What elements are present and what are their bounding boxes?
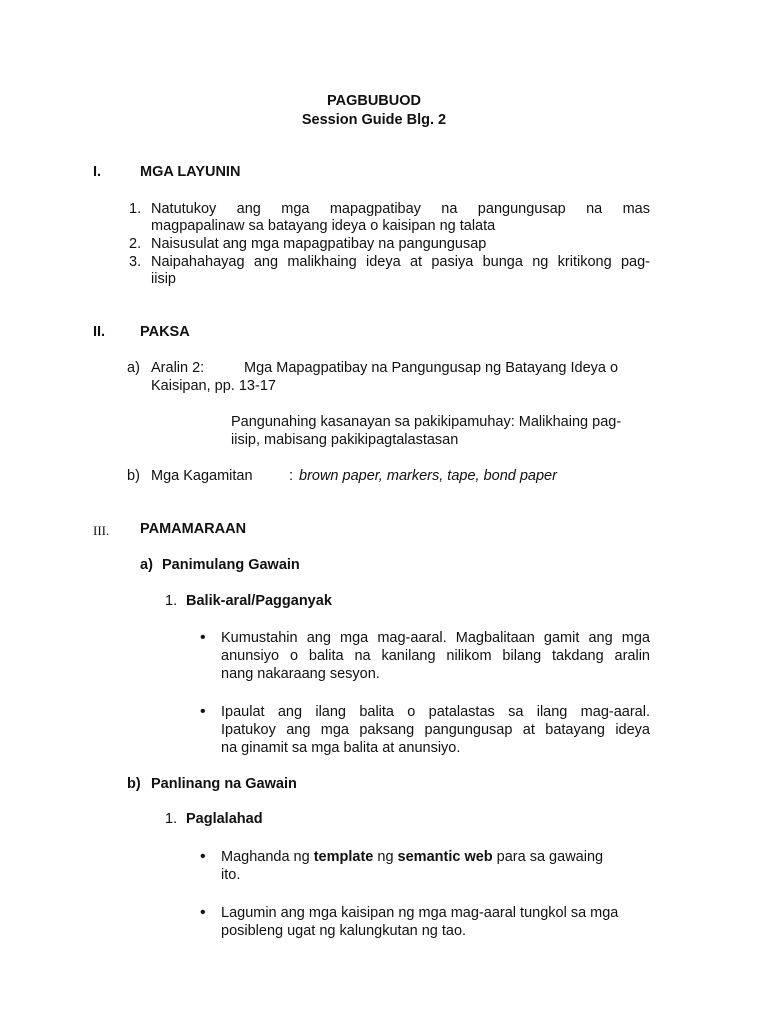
section-heading: PAKSA xyxy=(140,324,190,340)
subsection-label: b) xyxy=(127,776,141,792)
list-item-text: Naipahahayag ang malikhaing ideya at pasiya bunga ng kritikong pag- xyxy=(151,254,650,270)
bullet-icon: • xyxy=(200,703,206,720)
list-number: 1. xyxy=(129,201,142,217)
bullet-text: anunsiyo o balita na kanilang nilikom bilang takdang aralin xyxy=(221,648,650,664)
life-skill-text: iisip, mabisang pakikipagtalastasan xyxy=(231,432,459,448)
list-number: 2. xyxy=(129,236,142,252)
materials-label: Mga Kagamitan xyxy=(151,468,253,484)
item-label: b) xyxy=(127,468,140,484)
section-numeral: II. xyxy=(93,324,106,340)
subsection-heading: Panlinang na Gawain xyxy=(151,776,297,792)
step-number: 1. xyxy=(165,593,178,609)
bullet-text: Kumustahin ang mga mag-aaral. Magbalitaan gamit ang mga xyxy=(221,630,650,646)
subsection-label: a) xyxy=(140,557,153,573)
bullet-text: na ginamit sa mga balita at anunsiyo. xyxy=(221,740,461,756)
list-item-text: magpapalinaw sa batayang ideya o kaisipan ng talata xyxy=(151,218,496,234)
document-title: PAGBUBUOD xyxy=(327,93,421,109)
list-item-text: Natutukoy ang mga mapagpatibay na pangungusap na mas xyxy=(151,201,650,217)
materials-colon: : xyxy=(289,468,294,484)
template-term: template xyxy=(313,849,374,865)
bullet-text: Ipatukoy ang mga paksang pangungusap at batayang ideya xyxy=(221,722,650,738)
section-numeral: I. xyxy=(93,164,102,180)
bullet-text: Lagumin ang mga kaisipan ng mga mag-aaral tungkol sa mga xyxy=(221,905,619,921)
list-item-text: Naisusulat ang mga mapagpatibay na pangungusap xyxy=(151,236,487,252)
life-skill-text: Pangunahing kasanayan sa pakikipamuhay: Malikhaing pag- xyxy=(231,414,622,430)
bullet-text: nang nakaraang sesyon. xyxy=(221,666,380,682)
bullet-icon: • xyxy=(200,904,206,921)
subsection-heading: Panimulang Gawain xyxy=(162,557,300,573)
materials-list: brown paper, markers, tape, bond paper xyxy=(299,468,557,484)
step-heading: Paglalahad xyxy=(186,811,263,827)
section-heading: MGA LAYUNIN xyxy=(140,164,241,180)
bullet-text-part: ng xyxy=(373,849,398,865)
lesson-title: Mga Mapagpatibay na Pangungusap ng Batayang Ideya o xyxy=(244,360,619,376)
bullet-text-part: para sa gawaing xyxy=(492,849,604,865)
step-heading: Balik-aral/Pagganyak xyxy=(186,593,332,609)
section-heading: PAMAMARAAN xyxy=(140,521,247,537)
list-item-text: iisip xyxy=(151,271,176,287)
semantic-web-term: semantic web xyxy=(397,849,493,865)
bullet-text: ito. xyxy=(221,867,241,883)
bullet-text: posibleng ugat ng kalungkutan ng tao. xyxy=(221,923,467,939)
item-label: a) xyxy=(127,360,140,376)
step-number: 1. xyxy=(165,811,178,827)
lesson-title-cont: Kaisipan, pp. 13-17 xyxy=(151,378,276,394)
lesson-label: Aralin 2: xyxy=(151,360,205,376)
list-number: 3. xyxy=(129,254,142,270)
bullet-text-part: Maghanda ng xyxy=(221,849,314,865)
bullet-icon: • xyxy=(200,629,206,646)
bullet-text xyxy=(221,849,603,866)
bullet-icon: • xyxy=(200,848,206,865)
bullet-text: Ipaulat ang ilang balita o patalastas sa ilang mag-aaral. xyxy=(221,704,650,720)
document-subtitle: Session Guide Blg. 2 xyxy=(301,112,447,128)
section-numeral: III. xyxy=(93,523,110,538)
